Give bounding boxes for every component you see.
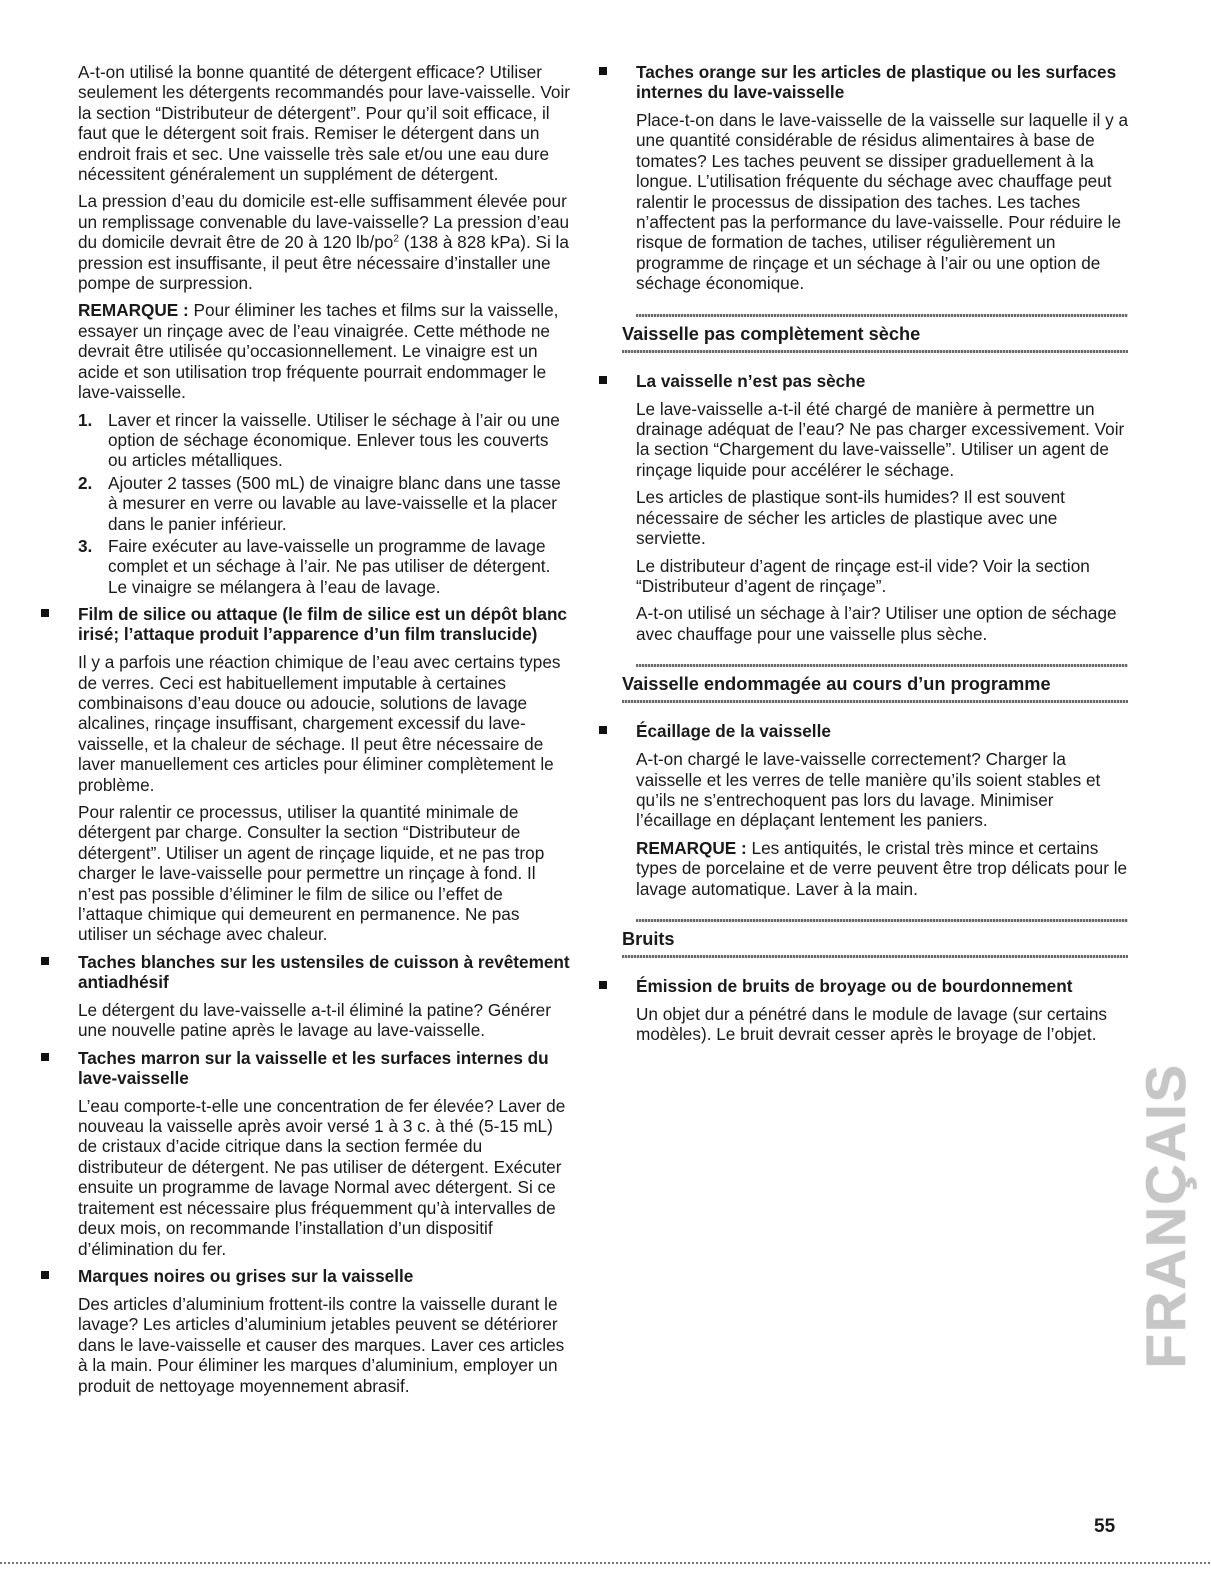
not-dry-paragraph-1: Le lave-vaisselle a-t-il été chargé de manière à permettre un drainage adéquat de l’eau? Ne pas charger excessivement. Voir la section “Chargement du lave-vaisselle”. Utiliser un agent de rinçage liquide pour accélérer le séchage. xyxy=(636,398,1125,480)
grinding-noise-paragraph: Un objet dur a pénétré dans le module de lavage (sur certains modèles). Le bruit devrait cesser après le broyage de l’objet. xyxy=(636,1003,1108,1045)
heading-text: Émission de bruits de broyage ou de bourdonnement xyxy=(636,975,1073,996)
square-bullet-icon xyxy=(41,1271,49,1279)
right-column xyxy=(622,62,1129,1052)
step-text: Laver et rincer la vaisselle. Utiliser le séchage à l’air ou une option de séchage économique. Enlever tous les couverts ou articles métalliques. xyxy=(108,409,560,471)
heading-text: Taches orange sur les articles de plastique ou les surfaces internes du lave-vaisselle xyxy=(636,62,1117,102)
square-bullet-icon xyxy=(599,67,607,75)
step-number: 2. xyxy=(78,472,93,493)
section-header-damaged xyxy=(622,658,1128,709)
note-text: Les antiquités, le cristal très mince et certains types de porcelaine et de verre peuvent être trop délicats pour le lavage automatique. Laver à la main. xyxy=(636,837,1128,899)
section-header-not-dry xyxy=(622,308,1128,359)
heading-text: Taches blanches sur les ustensiles de cuisson à revêtement antiadhésif xyxy=(78,951,570,992)
left-column xyxy=(78,62,570,1403)
silica-film-paragraph-1: Il y a parfois une réaction chimique de l’eau avec certains types de verres. Ceci est habituellement imputable à certaines combinaisons d’eau douce ou adoucie, solutions de lavage alcalines, rinçage insuffisant, chargement excessif du lave-vaisselle, et la chaleur de séchage. Il peut être nécessaire de laver manuellement ces articles pour éliminer complètement le problème. xyxy=(78,652,561,795)
water-pressure-paragraph xyxy=(78,191,570,293)
detergent-paragraph: A-t-on utilisé la bonne quantité de détergent efficace? Utiliser seulement les détergents recommandés pour lave-vaisselle. Voir la section “Distributeur de détergent”. Pour qu’il soit efficace, il faut que le détergent soit frais. Remiser le détergent dans un endroit frais et sec. Une vaisselle très sale et/ou une eau dure nécessitent généralement un supplément de détergent. xyxy=(78,62,570,185)
language-side-tab xyxy=(1133,1063,1197,1369)
heading-text: Écaillage de la vaisselle xyxy=(636,721,831,742)
step-item xyxy=(78,473,570,534)
step-item xyxy=(78,536,570,597)
section-header-noises xyxy=(622,913,1128,964)
section-title: Vaisselle pas complètement sèche xyxy=(622,323,921,344)
language-tab-label: FRANÇAIS xyxy=(1133,1063,1197,1369)
page-number: 55 xyxy=(1094,1516,1116,1537)
section-title: Bruits xyxy=(622,928,675,949)
bottom-dotted-rule xyxy=(0,1562,1211,1564)
chipping-heading xyxy=(636,721,1128,741)
step-text: Ajouter 2 tasses (500 mL) de vinaigre blanc dans une tasse à mesurer en verre ou lavable au lave-vaisselle et la placer dans le panier inférieur. xyxy=(108,472,561,534)
not-dry-paragraph-2: Les articles de plastique sont-ils humides? Il est souvent nécessaire de sécher les articles de plastique avec une serviette. xyxy=(636,487,1065,549)
square-bullet-icon xyxy=(599,981,607,989)
heading-text: La vaisselle n’est pas sèche xyxy=(636,370,866,391)
note-label: REMARQUE : xyxy=(636,837,747,858)
step-number: 3. xyxy=(78,535,93,556)
heading-text: Taches marron sur la vaisselle et les surfaces internes du lave-vaisselle xyxy=(78,1047,549,1088)
grinding-noise-heading xyxy=(636,976,1128,996)
not-dry-heading xyxy=(636,371,1128,391)
dotted-rule xyxy=(622,955,1128,958)
section-title: Vaisselle endommagée au cours d’un programme xyxy=(622,674,1051,695)
square-bullet-icon xyxy=(41,609,49,617)
water-pressure-text-a: La pression d’eau du domicile est-elle suffisamment élevée pour un remplissage convenable du lave-vaisselle? La pression d’eau du domicile devrait être de 20 à 120 lb/po xyxy=(78,191,570,253)
square-bullet-icon xyxy=(599,376,607,384)
dotted-rule xyxy=(636,314,1128,317)
silica-film-heading xyxy=(78,604,570,644)
step-text: Faire exécuter au lave-vaisselle un programme de lavage complet et un séchage à l’air. Ne pas utiliser de détergent. Le vinaigre se mélangera à l’eau de lavage. xyxy=(108,535,551,597)
square-bullet-icon xyxy=(599,726,607,734)
white-spots-paragraph: Le détergent du lave-vaisselle a-t-il éliminé la patine? Générer une nouvelle patine après le lavage au lave-vaisselle. xyxy=(78,999,551,1041)
orange-stains-heading xyxy=(636,62,1128,102)
step-number: 1. xyxy=(78,409,93,430)
vinegar-steps-list xyxy=(78,410,570,598)
superscript: 2 xyxy=(393,233,399,245)
brown-stains-paragraph: L’eau comporte-t-elle une concentration de fer élevée? Laver de nouveau la vaisselle après avoir versé 1 à 3 c. à thé (5-15 mL) de cristaux d’acide citrique dans la section fermée du distributeur de détergent. Ne pas utiliser de détergent. Exécuter ensuite un programme de lavage Normal avec détergent. Si ce traitement est nécessaire plus fréquemment qu’à intervalles de deux mois, on recommande l’installation d’un dispositif d’élimination du fer. xyxy=(78,1095,566,1259)
not-dry-paragraph-4: A-t-on utilisé un séchage à l’air? Utiliser une option de séchage avec chauffage pour une vaisselle plus sèche. xyxy=(636,603,1117,644)
brown-stains-heading xyxy=(78,1048,570,1088)
heading-text: Film de silice ou attaque (le film de silice est un dépôt blanc irisé; l’attaque produit l’apparence d’un film translucide) xyxy=(78,604,567,645)
not-dry-paragraph-3: Le distributeur d’agent de rinçage est-il vide? Voir la section “Distributeur d’agent de rinçage”. xyxy=(636,555,1090,596)
note-text: Pour éliminer les taches et films sur la vaisselle, essayer un rinçage avec de l’eau vinaigrée. Cette méthode ne devrait être utilisée qu’occasionnellement. Le vinaigre est un acide et son utilisation trop fréquente pourrait endommager le lave-vaisselle. xyxy=(78,300,559,403)
orange-stains-paragraph: Place-t-on dans le lave-vaisselle de la vaisselle sur laquelle il y a une quantité considérable de résidus alimentaires à base de tomates? Les taches peuvent se dissiper graduellement à la longue. L’utilisation fréquente du séchage avec chauffage peut ralentir le processus de dissipation des taches. Les taches n’affectent pas la performance du lave-vaisselle. Pour réduire le risque de formation de taches, utiliser régulièrement un programme de rinçage et un séchage à l’air ou une option de séchage économique. xyxy=(636,110,1129,294)
chipping-note xyxy=(636,838,1128,899)
dotted-rule xyxy=(636,664,1128,667)
black-marks-heading xyxy=(78,1266,570,1286)
note-label: REMARQUE : xyxy=(78,300,189,321)
square-bullet-icon xyxy=(41,1053,49,1061)
dotted-rule xyxy=(622,700,1128,703)
water-pressure-text-b: (138 à 828 kPa). Si la pression est insuffisante, il peut être nécessaire d’installer une pompe de surpression. xyxy=(78,232,569,294)
chipping-paragraph: A-t-on chargé le lave-vaisselle correctement? Charger la vaisselle et les verres de telle manière qu’ils soient stables et qu’ils ne s’entrechoquent pas lors du lavage. Minimiser l’écaillage en déplaçant lentement les paniers. xyxy=(636,749,1101,831)
dotted-rule xyxy=(636,919,1128,922)
silica-film-paragraph-2: Pour ralentir ce processus, utiliser la quantité minimale de détergent par charge. Consulter la section “Distributeur de détergent”. Utiliser un agent de rinçage liquide, et ne pas trop charger le lave-vaisselle pour permettre un rinçage à fond. Il n’est pas possible d’éliminer le film de silice ou l’effet de l’attaque chimique qui demeurent en permanence. Ne pas utiliser un séchage avec chaleur. xyxy=(78,802,545,945)
square-bullet-icon xyxy=(41,957,49,965)
white-spots-heading xyxy=(78,952,570,992)
step-item xyxy=(78,410,570,471)
black-marks-paragraph: Des articles d’aluminium frottent-ils contre la vaisselle durant le lavage? Les articles d’aluminium jetables peuvent se détériorer dans le lave-vaisselle et causer des marques. Laver ces articles à la main. Pour éliminer les marques d’aluminium, employer un produit de nettoyage moyennement abrasif. xyxy=(78,1293,565,1396)
heading-text: Marques noires ou grises sur la vaisselle xyxy=(78,1265,414,1286)
dotted-rule xyxy=(622,350,1128,353)
vinegar-note xyxy=(78,300,570,402)
